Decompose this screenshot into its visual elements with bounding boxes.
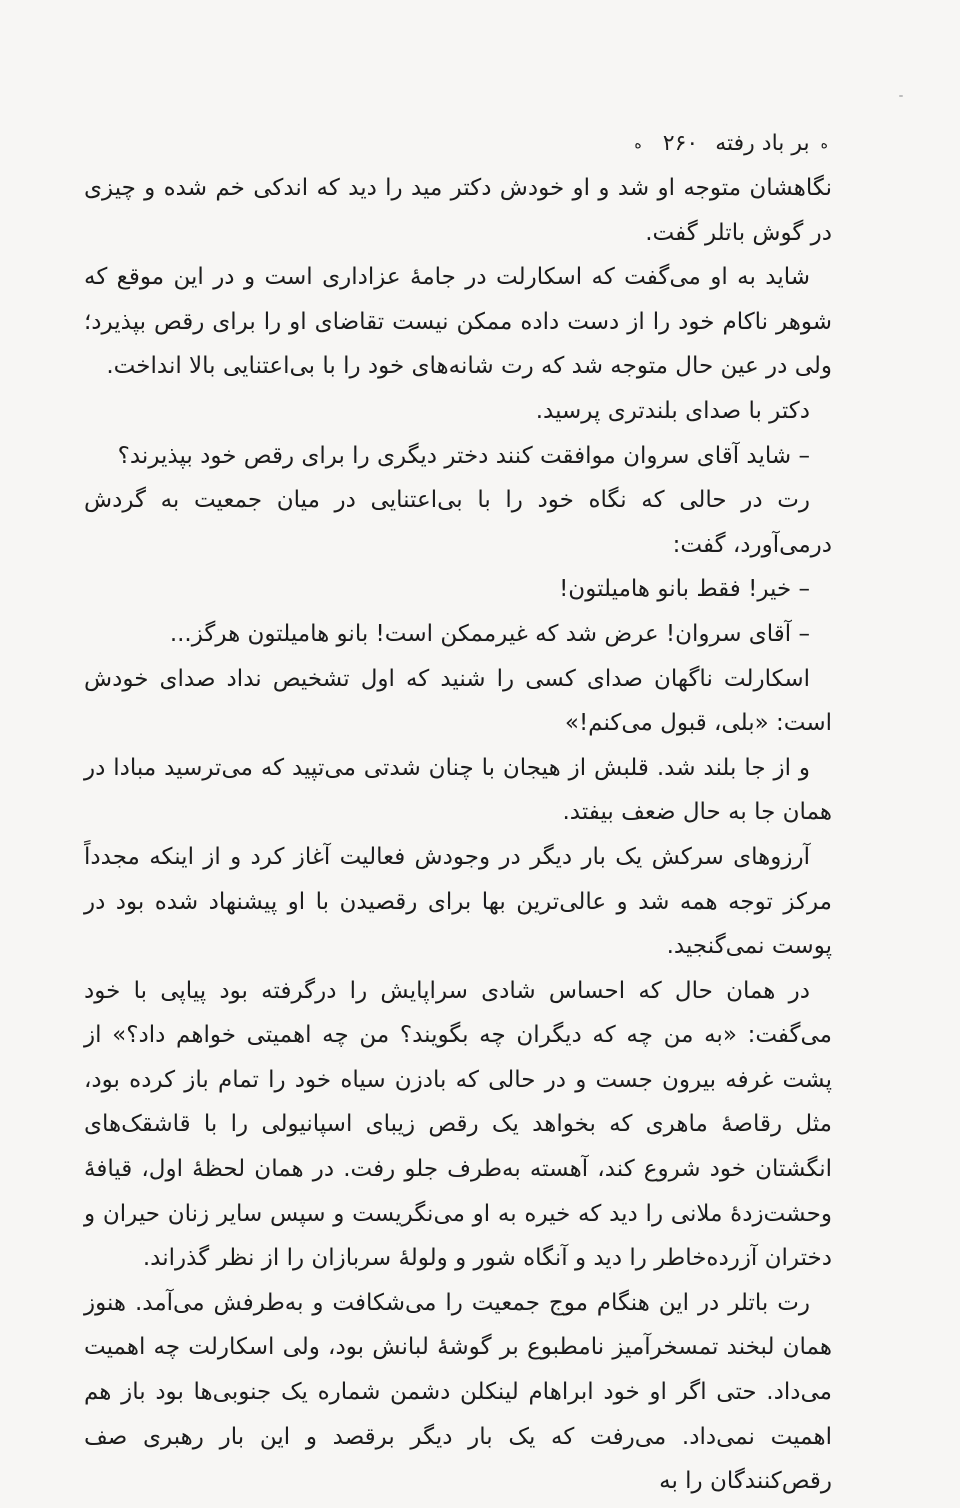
paragraph: شاید به او می‌گفت که اسکارلت در جامهٔ عزاداری است و در این موقع که شوهر ناکام خود را از دست داده ممکن نیست تقاضای او را برای رقص بپذیرد؛ ولی در عین حال متوجه شد که رت شانه‌های خود را با بی‌اعتنایی بالا انداخت.: [84, 264, 832, 380]
paragraph: دکتر با صدای بلندتری پرسید.: [535, 397, 810, 424]
body-text: [84, 166, 832, 1504]
page-edge-mark: [899, 95, 903, 97]
paragraph: در همان حال که احساس شادی سراپایش را درگرفته بود پیاپی با خود می‌گفت: «به من چه که دیگران چه بگویند؟ من چه اهمیتی خواهم داد؟» از پشت غرفه بیرون جست و در حالی که بادزن سیاه خود را تمام باز کرده بود، مثل رقاصهٔ ماهری که بخواهد یک رقص زیبای اسپانیولی را با قاشقک‌های انگشتان خود شروع کند، آهسته به‌طرف جلو رفت. در همان لحظهٔ اول، قیافهٔ وحشت‌زدهٔ ملانی را دید که خیره به او می‌نگریست و سپس سایر زنان حیران و دختران آزرده‌خاطر را دید و آنگاه شور و ولولهٔ سربازان را از نظر گذراند.: [84, 977, 832, 1272]
header-separator-right: ه: [820, 136, 828, 152]
dialogue-line: – آقای سروان! عرض شد که غیرممکن است! بانو هامیلتون هرگز...: [169, 620, 810, 647]
paragraph: اسکارلت ناگهان صدای کسی را شنید که اول تشخیص نداد صدای خودش است: «بلی، قبول می‌کنم!»: [84, 665, 832, 737]
paragraph: رت باتلر در این هنگام موج جمعیت را می‌شکافت و به‌طرفش می‌آمد. هنوز همان لبخند تمسخرآمیز نامطبوع بر گوشهٔ لبانش بود، ولی اسکارلت چه اهمیت می‌داد. حتی اگر او خود ابراهام لینکلن دشمن شماره یک جنوبی‌ها بود باز هم اهمیت نمی‌داد. می‌رفت که یک بار دیگر برقصد و این بار رهبری صف رقص‌کنندگان را به: [84, 1289, 832, 1495]
header-separator-left: ه: [634, 136, 642, 152]
dialogue-line: – شاید آقای سروان موافقت کنند دختر دیگری را برای رقص خود بپذیرند؟: [117, 442, 810, 469]
paragraph: آرزوهای سرکش یک بار دیگر در وجودش فعالیت آغاز کرد و از اینکه مجدداً مرکز توجه همه شد و عالی‌ترین بها برای رقصیدن با او پیشنهاد شده بود در پوست نمی‌گنجید.: [84, 843, 832, 960]
dialogue-line: – خیر! فقط بانو هامیلتون!: [559, 576, 810, 603]
running-header: [600, 128, 832, 160]
paragraph: رت در حالی که نگاه خود را با بی‌اعتنایی در میان جمعیت به گردش درمی‌آورد، گفت:: [84, 487, 832, 558]
book-title: بر باد رفته: [715, 131, 810, 156]
paragraph: نگاهشان متوجه او شد و او خودش دکتر مید را دید که اندکی خم شده و چیزی در گوش باتلر گفت.: [84, 175, 832, 246]
page-number: ۲۶۰: [662, 131, 699, 156]
paragraph: و از جا بلند شد. قلبش از هیجان با چنان شدتی می‌تپید که می‌ترسید مبادا در همان جا به حال ضعف بیفتد.: [84, 754, 832, 826]
